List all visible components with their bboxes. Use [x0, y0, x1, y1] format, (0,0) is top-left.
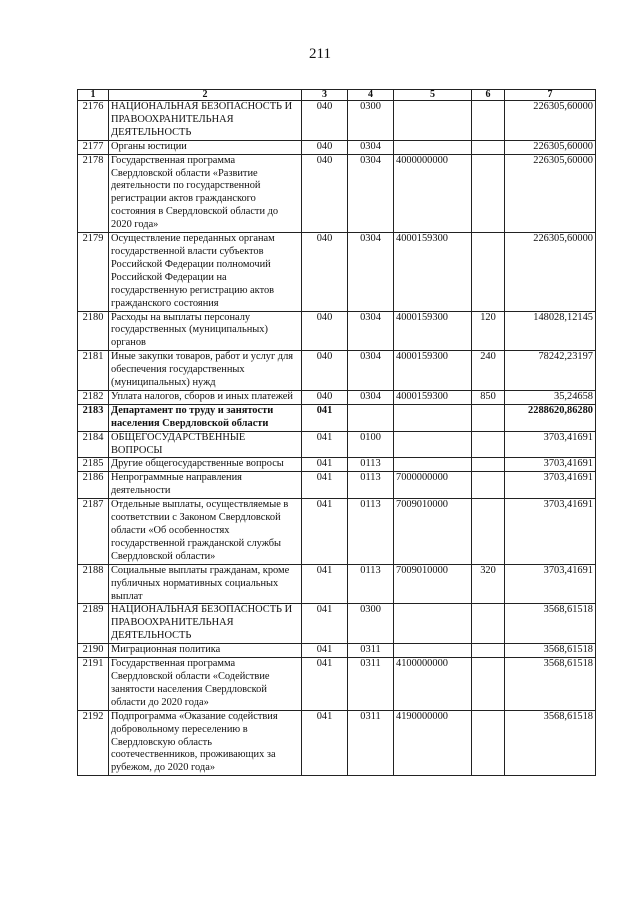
row-code-expense	[472, 658, 505, 711]
row-code-admin: 040	[302, 351, 348, 391]
row-code-section: 0113	[348, 564, 394, 604]
row-number: 2192	[78, 710, 109, 776]
row-number: 2187	[78, 499, 109, 565]
row-code-target: 4000159300	[394, 351, 472, 391]
row-code-admin: 041	[302, 458, 348, 472]
row-code-admin: 040	[302, 311, 348, 351]
row-code-expense	[472, 644, 505, 658]
table-row	[78, 154, 596, 232]
row-number: 2189	[78, 604, 109, 644]
row-code-admin: 041	[302, 404, 348, 431]
row-name: Государственная программа Свердловской области «Содействие занятости населения Свердловской области до 2020 года»	[109, 658, 302, 711]
table-row	[78, 390, 596, 404]
row-number: 2176	[78, 101, 109, 141]
table-row	[78, 404, 596, 431]
row-amount: 3568,61518	[505, 604, 596, 644]
row-number: 2179	[78, 233, 109, 311]
row-amount: 2288620,86280	[505, 404, 596, 431]
row-code-admin: 041	[302, 564, 348, 604]
row-name: ОБЩЕГОСУДАРСТВЕННЫЕ ВОПРОСЫ	[109, 431, 302, 458]
row-code-target	[394, 644, 472, 658]
row-number: 2182	[78, 390, 109, 404]
table-row	[78, 644, 596, 658]
row-code-section: 0304	[348, 233, 394, 311]
row-code-section: 0304	[348, 390, 394, 404]
row-code-target	[394, 458, 472, 472]
row-code-expense	[472, 710, 505, 776]
row-code-expense	[472, 604, 505, 644]
table-row	[78, 311, 596, 351]
row-code-target: 4000000000	[394, 154, 472, 232]
row-code-section: 0304	[348, 140, 394, 154]
row-code-expense	[472, 431, 505, 458]
table-row	[78, 101, 596, 141]
row-amount: 35,24658	[505, 390, 596, 404]
row-code-target	[394, 101, 472, 141]
row-name: Департамент по труду и занятости населения Свердловской области	[109, 404, 302, 431]
table-row	[78, 564, 596, 604]
row-code-admin: 040	[302, 233, 348, 311]
row-code-section: 0311	[348, 710, 394, 776]
row-code-section: 0304	[348, 154, 394, 232]
row-number: 2183	[78, 404, 109, 431]
row-number: 2177	[78, 140, 109, 154]
row-amount: 226305,60000	[505, 233, 596, 311]
row-code-section: 0113	[348, 499, 394, 565]
col-header-2: 2	[109, 90, 302, 101]
row-name: Органы юстиции	[109, 140, 302, 154]
page-number: 211	[309, 46, 331, 62]
row-code-section: 0304	[348, 311, 394, 351]
row-code-admin: 041	[302, 658, 348, 711]
row-name: Государственная программа Свердловской области «Развитие деятельности по государственной регистрации актов гражданского состояния в Свердловской области до 2020 года»	[109, 154, 302, 232]
row-code-section: 0311	[348, 658, 394, 711]
col-header-6: 6	[472, 90, 505, 101]
row-amount: 78242,23197	[505, 351, 596, 391]
row-code-admin: 040	[302, 101, 348, 141]
row-code-target	[394, 404, 472, 431]
row-code-section: 0100	[348, 431, 394, 458]
row-number: 2186	[78, 472, 109, 499]
table-row	[78, 499, 596, 565]
row-code-target: 7009010000	[394, 564, 472, 604]
row-code-expense	[472, 472, 505, 499]
row-code-expense	[472, 458, 505, 472]
row-amount: 148028,12145	[505, 311, 596, 351]
row-number: 2188	[78, 564, 109, 604]
col-header-7: 7	[505, 90, 596, 101]
row-number: 2184	[78, 431, 109, 458]
row-name: Отдельные выплаты, осуществляемые в соответствии с Законом Свердловской области «Об особенностях государственной гражданской службы Свердловской области»	[109, 499, 302, 565]
col-header-4: 4	[348, 90, 394, 101]
row-code-section: 0304	[348, 351, 394, 391]
row-amount: 3703,41691	[505, 564, 596, 604]
table-row	[78, 710, 596, 776]
row-code-section: 0300	[348, 604, 394, 644]
row-code-expense: 850	[472, 390, 505, 404]
row-code-section: 0300	[348, 101, 394, 141]
row-code-expense: 120	[472, 311, 505, 351]
row-name: НАЦИОНАЛЬНАЯ БЕЗОПАСНОСТЬ И ПРАВООХРАНИТЕЛЬНАЯ ДЕЯТЕЛЬНОСТЬ	[109, 604, 302, 644]
row-amount: 226305,60000	[505, 154, 596, 232]
row-code-expense: 320	[472, 564, 505, 604]
table-row	[78, 351, 596, 391]
row-code-admin: 040	[302, 390, 348, 404]
row-amount: 3703,41691	[505, 499, 596, 565]
row-name: Социальные выплаты гражданам, кроме публичных нормативных социальных выплат	[109, 564, 302, 604]
header-row	[78, 90, 596, 101]
row-code-target	[394, 431, 472, 458]
row-code-target: 4190000000	[394, 710, 472, 776]
row-code-target	[394, 140, 472, 154]
row-amount: 3568,61518	[505, 710, 596, 776]
table-row	[78, 458, 596, 472]
row-code-expense	[472, 154, 505, 232]
row-code-admin: 041	[302, 431, 348, 458]
table-row	[78, 472, 596, 499]
col-header-1: 1	[78, 90, 109, 101]
row-code-section: 0113	[348, 472, 394, 499]
row-code-admin: 041	[302, 710, 348, 776]
row-code-admin: 041	[302, 472, 348, 499]
row-number: 2185	[78, 458, 109, 472]
row-code-admin: 040	[302, 154, 348, 232]
row-code-admin: 041	[302, 604, 348, 644]
row-code-section: 0311	[348, 644, 394, 658]
row-number: 2181	[78, 351, 109, 391]
row-name: Подпрограмма «Оказание содействия добровольному переселению в Свердловскую область соотечественников, проживающих за рубежом, до 2020 года»	[109, 710, 302, 776]
row-code-target: 4100000000	[394, 658, 472, 711]
col-header-3: 3	[302, 90, 348, 101]
row-name: Расходы на выплаты персоналу государственных (муниципальных) органов	[109, 311, 302, 351]
row-code-admin: 040	[302, 140, 348, 154]
table-row	[78, 431, 596, 458]
col-header-5: 5	[394, 90, 472, 101]
row-amount: 3703,41691	[505, 458, 596, 472]
row-code-expense	[472, 404, 505, 431]
row-code-expense	[472, 140, 505, 154]
row-name: НАЦИОНАЛЬНАЯ БЕЗОПАСНОСТЬ И ПРАВООХРАНИТЕЛЬНАЯ ДЕЯТЕЛЬНОСТЬ	[109, 101, 302, 141]
table-row	[78, 233, 596, 311]
row-code-expense: 240	[472, 351, 505, 391]
row-code-target: 7000000000	[394, 472, 472, 499]
row-code-admin: 041	[302, 499, 348, 565]
row-code-target: 4000159300	[394, 390, 472, 404]
row-code-expense	[472, 233, 505, 311]
row-code-expense	[472, 101, 505, 141]
row-code-admin: 041	[302, 644, 348, 658]
row-name: Уплата налогов, сборов и иных платежей	[109, 390, 302, 404]
budget-table	[77, 89, 596, 776]
row-number: 2178	[78, 154, 109, 232]
row-name: Миграционная политика	[109, 644, 302, 658]
row-code-target	[394, 604, 472, 644]
table-row	[78, 604, 596, 644]
row-name: Другие общегосударственные вопросы	[109, 458, 302, 472]
row-amount: 3568,61518	[505, 658, 596, 711]
row-code-target: 4000159300	[394, 233, 472, 311]
row-amount: 3703,41691	[505, 431, 596, 458]
row-code-section: 0113	[348, 458, 394, 472]
row-name: Иные закупки товаров, работ и услуг для обеспечения государственных (муниципальных) нужд	[109, 351, 302, 391]
row-name: Осуществление переданных органам государственной власти субъектов Российской Федерации полномочий Российской Федерации на государственную регистрацию актов гражданского состояния	[109, 233, 302, 311]
row-name: Непрограммные направления деятельности	[109, 472, 302, 499]
row-number: 2191	[78, 658, 109, 711]
row-amount: 3568,61518	[505, 644, 596, 658]
row-amount: 3703,41691	[505, 472, 596, 499]
row-number: 2180	[78, 311, 109, 351]
table-row	[78, 140, 596, 154]
row-code-target: 4000159300	[394, 311, 472, 351]
row-number: 2190	[78, 644, 109, 658]
row-code-expense	[472, 499, 505, 565]
row-amount: 226305,60000	[505, 140, 596, 154]
row-code-section	[348, 404, 394, 431]
table-row	[78, 658, 596, 711]
row-amount: 226305,60000	[505, 101, 596, 141]
row-code-target: 7009010000	[394, 499, 472, 565]
